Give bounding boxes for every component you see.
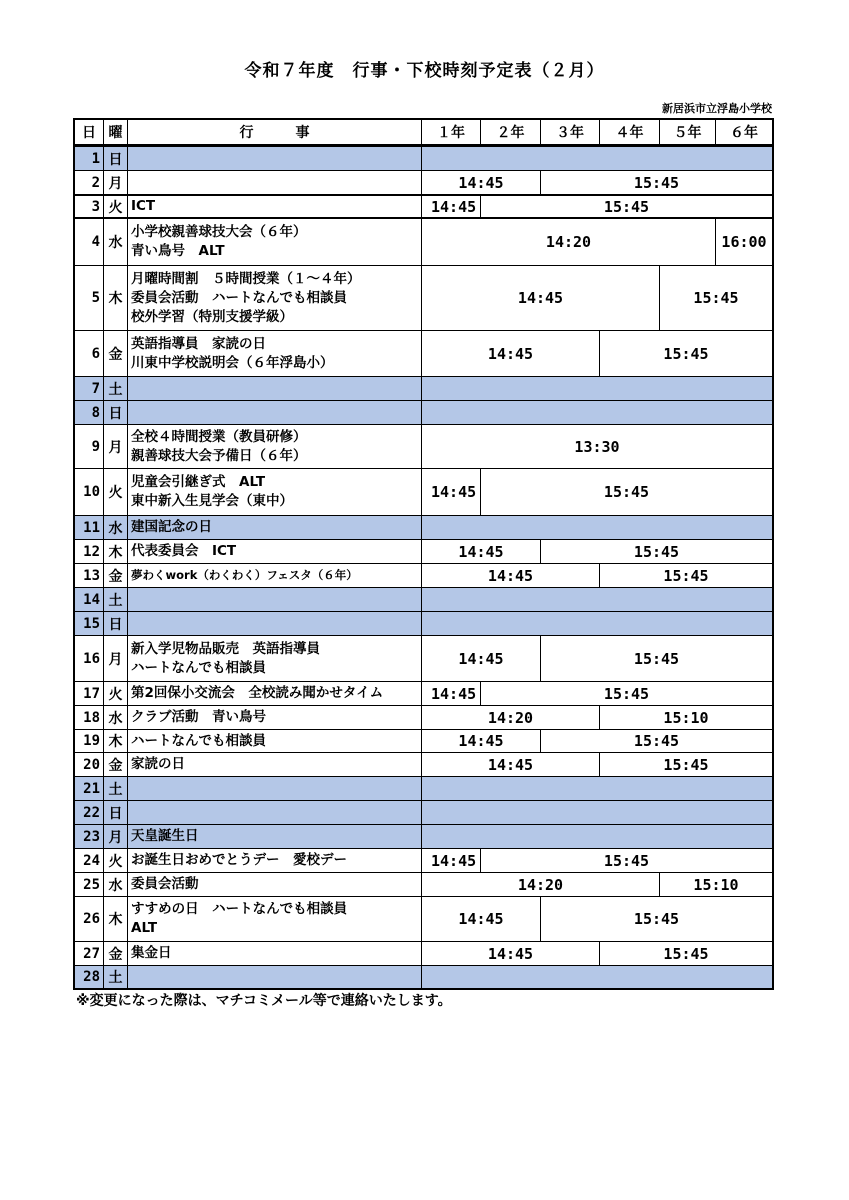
- table-row: [75, 515, 772, 539]
- dismissal-time-empty: [421, 612, 772, 635]
- events-cell: [127, 377, 421, 400]
- day-number: 21: [83, 780, 100, 797]
- table-row: [75, 146, 772, 170]
- col-header-grade-6: ６年: [715, 120, 772, 144]
- day-number: 27: [83, 945, 100, 962]
- dismissal-time: 15:45: [540, 636, 772, 681]
- weekday: 火: [103, 196, 127, 217]
- dismissal-time-empty: [421, 966, 772, 988]
- dismissal-time: 15:45: [480, 849, 772, 872]
- events-cell: [127, 636, 421, 681]
- dismissal-time-empty: [421, 777, 772, 800]
- dismissal-time-empty: [421, 825, 772, 848]
- events-cell: [127, 516, 421, 539]
- weekday: 土: [103, 777, 127, 800]
- event-line: 小学校親善球技大会（６年）: [131, 224, 307, 240]
- day-number: 11: [83, 519, 100, 536]
- col-header-grade-3: ３年: [540, 120, 599, 144]
- page-title: 令和７年度 行事・下校時刻予定表（２月）: [244, 61, 605, 81]
- weekday: 木: [103, 730, 127, 752]
- table-row: [75, 941, 772, 965]
- dismissal-time: 14:45: [421, 196, 480, 217]
- event-line: ICT: [131, 198, 156, 214]
- table-row: [75, 563, 772, 587]
- events-cell: [127, 777, 421, 800]
- weekday: 水: [103, 873, 127, 896]
- dismissal-time: 14:45: [421, 540, 540, 563]
- event-line: 川東中学校説明会（６年浮島小）: [131, 354, 334, 371]
- dismissal-time: 13:30: [421, 425, 772, 468]
- weekday: 月: [103, 636, 127, 681]
- table-body: [75, 146, 772, 988]
- events-cell: [127, 966, 421, 988]
- table-row: [75, 800, 772, 824]
- day-number: 5: [91, 290, 100, 306]
- dismissal-time-empty: [421, 377, 772, 400]
- table-row: [75, 729, 772, 752]
- schedule-table: [73, 118, 774, 990]
- weekday: 火: [103, 682, 127, 705]
- event-line: ALT: [131, 920, 158, 936]
- day-number: 3: [91, 198, 100, 215]
- table-row: [75, 170, 772, 194]
- weekday: 火: [103, 469, 127, 515]
- weekday: 木: [103, 266, 127, 330]
- day-number: 4: [91, 234, 100, 250]
- day-number: 13: [83, 567, 100, 584]
- dismissal-time: 14:45: [421, 636, 540, 681]
- col-header-grade-5: ５年: [659, 120, 715, 144]
- events-cell: [127, 401, 421, 424]
- day-number: 1: [91, 150, 100, 167]
- event-line: クラブ活動 青い鳥号: [131, 709, 266, 725]
- event-line: 第2回保小交流会 全校読み聞かせタイム: [131, 685, 384, 701]
- dismissal-time: 15:45: [540, 171, 772, 194]
- weekday: 金: [103, 331, 127, 376]
- event-line: ハートなんでも相談員: [131, 659, 266, 676]
- table-row: [75, 424, 772, 468]
- event-line: 青い鳥号 ALT: [131, 243, 225, 259]
- dismissal-time: 14:20: [421, 219, 715, 265]
- col-header-grade-2: ２年: [480, 120, 540, 144]
- day-number: 20: [83, 756, 100, 773]
- table-row: [75, 376, 772, 400]
- events-cell: [127, 730, 421, 752]
- table-row: [75, 194, 772, 217]
- event-line: 校外学習（特別支援学級）: [131, 308, 293, 325]
- events-cell: [127, 266, 421, 330]
- dismissal-time: 15:45: [480, 196, 772, 217]
- dismissal-time: 15:45: [540, 730, 772, 752]
- weekday: 土: [103, 377, 127, 400]
- event-line: すすめの日 ハートなんでも相談員: [131, 901, 348, 917]
- day-number: 6: [91, 345, 100, 362]
- weekday: 木: [103, 540, 127, 563]
- weekday: 木: [103, 897, 127, 941]
- weekday: 月: [103, 425, 127, 468]
- dismissal-time: 14:45: [421, 469, 480, 515]
- events-cell: [127, 897, 421, 941]
- day-number: 14: [83, 591, 100, 608]
- events-cell: [127, 825, 421, 848]
- weekday: 金: [103, 564, 127, 587]
- events-cell: [127, 849, 421, 872]
- dismissal-time-empty: [421, 801, 772, 824]
- dismissal-time: 15:10: [599, 706, 772, 729]
- day-number: 10: [83, 484, 100, 500]
- table-row: [75, 681, 772, 705]
- event-line: 家読の日: [131, 756, 185, 772]
- events-cell: [127, 425, 421, 468]
- event-line: 全校４時間授業（教員研修）: [131, 428, 307, 445]
- table-row: [75, 400, 772, 424]
- dismissal-time-empty: [421, 588, 772, 611]
- dismissal-time: 14:45: [421, 753, 599, 776]
- dismissal-time: 14:45: [421, 564, 599, 587]
- weekday: 金: [103, 753, 127, 776]
- col-header-weekday: 曜: [103, 120, 127, 144]
- weekday: 月: [103, 825, 127, 848]
- events-cell: [127, 753, 421, 776]
- table-row: [75, 635, 772, 681]
- col-header-events: 行 事: [127, 120, 421, 144]
- dismissal-time-empty: [421, 516, 772, 539]
- day-number: 26: [83, 911, 100, 927]
- day-number: 2: [91, 174, 100, 191]
- event-line: 英語指導員 家読の日: [131, 335, 266, 352]
- day-number: 18: [83, 709, 100, 726]
- event-line: 集金日: [131, 945, 172, 961]
- weekday: 土: [103, 588, 127, 611]
- event-line: 委員会活動 ハートなんでも相談員: [131, 289, 347, 306]
- events-cell: [127, 801, 421, 824]
- table-row: [75, 611, 772, 635]
- events-cell: [127, 540, 421, 563]
- day-number: 8: [91, 404, 100, 421]
- table-row: [75, 896, 772, 941]
- table-row: [75, 468, 772, 515]
- events-cell: [127, 612, 421, 635]
- day-number: 23: [83, 828, 100, 845]
- events-cell: [127, 331, 421, 376]
- dismissal-time: 15:45: [480, 682, 772, 705]
- events-cell: [127, 196, 421, 217]
- table-row: [75, 330, 772, 376]
- dismissal-time: 15:45: [540, 540, 772, 563]
- events-cell: [127, 564, 421, 587]
- weekday: 日: [103, 147, 127, 170]
- weekday: 金: [103, 942, 127, 965]
- events-cell: [127, 469, 421, 515]
- event-line: 天皇誕生日: [131, 828, 199, 844]
- event-line: ハートなんでも相談員: [131, 732, 266, 749]
- school-name: 新居浜市立浮島小学校: [662, 102, 772, 115]
- day-number: 15: [83, 615, 100, 632]
- dismissal-time: 14:20: [421, 873, 659, 896]
- day-number: 7: [91, 380, 100, 397]
- col-header-grade-1: １年: [421, 120, 480, 144]
- dismissal-time: 15:10: [659, 873, 772, 896]
- day-number: 28: [83, 969, 100, 985]
- dismissal-time-empty: [421, 147, 772, 170]
- dismissal-time-empty: [421, 401, 772, 424]
- event-line: 児童会引継ぎ式 ALT: [131, 474, 266, 490]
- day-number: 9: [91, 438, 100, 455]
- event-line: 代表委員会 ICT: [131, 543, 237, 559]
- table-row: [75, 265, 772, 330]
- weekday: 水: [103, 706, 127, 729]
- day-number: 16: [83, 650, 100, 667]
- day-number: 24: [83, 852, 100, 869]
- dismissal-time: 15:45: [599, 331, 772, 376]
- weekday: 水: [103, 219, 127, 265]
- day-number: 12: [83, 543, 100, 560]
- day-number: 17: [83, 685, 100, 702]
- event-line: 新入学児物品販売 英語指導員: [131, 640, 320, 657]
- table-row: [75, 587, 772, 611]
- day-number: 19: [83, 733, 100, 749]
- dismissal-time: 15:45: [480, 469, 772, 515]
- events-cell: [127, 171, 421, 194]
- events-cell: [127, 147, 421, 170]
- table-header-row: [75, 120, 772, 146]
- table-row: [75, 217, 772, 265]
- footer-note: ※変更になった際は、マチコミメール等で連絡いたします。: [76, 993, 452, 1009]
- events-cell: [127, 873, 421, 896]
- event-line: お誕生日おめでとうデー 愛校デー: [131, 852, 347, 868]
- dismissal-time: 14:45: [421, 849, 480, 872]
- col-header-grade-4: ４年: [599, 120, 659, 144]
- event-line: 夢わくwork（わくわく）フェスタ（６年）: [131, 568, 358, 582]
- day-number: 22: [83, 804, 100, 821]
- weekday: 月: [103, 171, 127, 194]
- event-line: 親善球技大会予備日（６年）: [131, 447, 307, 464]
- dismissal-time: 15:45: [659, 266, 772, 330]
- dismissal-time: 15:45: [599, 564, 772, 587]
- events-cell: [127, 942, 421, 965]
- weekday: 日: [103, 612, 127, 635]
- event-line: 月曜時間割 ５時間授業（１～４年）: [131, 270, 361, 287]
- dismissal-time: 14:45: [421, 730, 540, 752]
- dismissal-time: 14:45: [421, 942, 599, 965]
- dismissal-time: 14:20: [421, 706, 599, 729]
- weekday: 日: [103, 801, 127, 824]
- table-row: [75, 965, 772, 988]
- table-row: [75, 705, 772, 729]
- col-header-day: 日: [82, 125, 96, 141]
- events-cell: [127, 706, 421, 729]
- table-row: [75, 872, 772, 896]
- events-cell: [127, 219, 421, 265]
- table-row: [75, 752, 772, 776]
- dismissal-time: 14:45: [421, 266, 659, 330]
- dismissal-time: 14:45: [421, 897, 540, 941]
- table-row: [75, 539, 772, 563]
- table-row: [75, 824, 772, 848]
- events-cell: [127, 682, 421, 705]
- table-row: [75, 776, 772, 800]
- dismissal-time: 14:45: [421, 331, 599, 376]
- dismissal-time: 16:00: [715, 219, 772, 265]
- weekday: 日: [103, 401, 127, 424]
- event-line: 建国記念の日: [131, 519, 212, 535]
- event-line: 東中新入生見学会（東中）: [131, 493, 293, 509]
- weekday: 土: [103, 966, 127, 988]
- dismissal-time: 14:45: [421, 682, 480, 705]
- weekday: 水: [103, 516, 127, 539]
- events-cell: [127, 588, 421, 611]
- day-number: 25: [83, 876, 100, 893]
- event-line: 委員会活動: [131, 876, 199, 892]
- dismissal-time: 14:45: [421, 171, 540, 194]
- dismissal-time: 15:45: [599, 942, 772, 965]
- dismissal-time: 15:45: [540, 897, 772, 941]
- table-row: [75, 848, 772, 872]
- weekday: 火: [103, 849, 127, 872]
- dismissal-time: 15:45: [599, 753, 772, 776]
